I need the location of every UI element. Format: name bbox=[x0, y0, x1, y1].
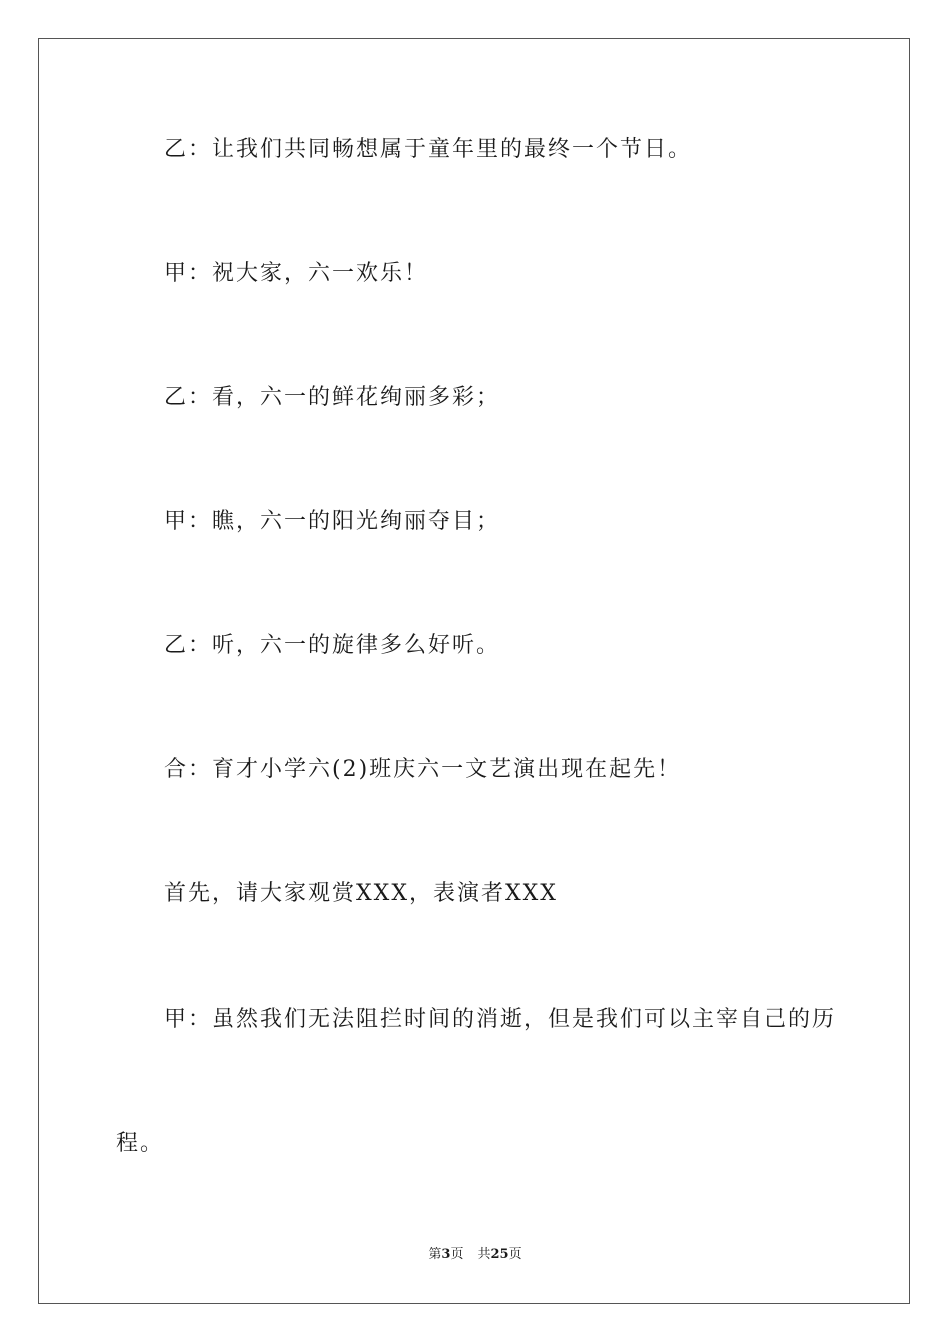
page-label-suffix: 页 bbox=[450, 1247, 464, 1262]
dialogue-line: 乙：让我们共同畅想属于童年里的最终一个节日。 bbox=[164, 137, 693, 162]
page-border bbox=[38, 38, 910, 1304]
page-footer bbox=[0, 1246, 950, 1264]
program-intro-line: 首先，请大家观赏XXX，表演者XXX bbox=[164, 881, 558, 906]
dialogue-line: 乙：听，六一的旋律多么好听。 bbox=[164, 633, 501, 658]
dialogue-line: 甲：瞧，六一的阳光绚丽夺目； bbox=[164, 509, 501, 534]
page-number: 3 bbox=[441, 1247, 451, 1262]
total-label-prefix: 共 bbox=[477, 1247, 491, 1262]
dialogue-line: 乙：看，六一的鲜花绚丽多彩； bbox=[164, 385, 501, 410]
dialogue-line: 甲：祝大家，六一欢乐！ bbox=[164, 261, 429, 286]
dialogue-line: 甲：虽然我们无法阻拦时间的消逝，但是我们可以主宰自己的历 bbox=[164, 1007, 837, 1032]
total-label-suffix: 页 bbox=[508, 1247, 522, 1262]
dialogue-line: 合：育才小学六(2)班庆六一文艺演出现在起先！ bbox=[164, 757, 682, 782]
dialogue-line-continuation: 程。 bbox=[116, 1131, 165, 1156]
total-pages: 25 bbox=[490, 1247, 509, 1262]
page-label-prefix: 第 bbox=[428, 1247, 442, 1262]
